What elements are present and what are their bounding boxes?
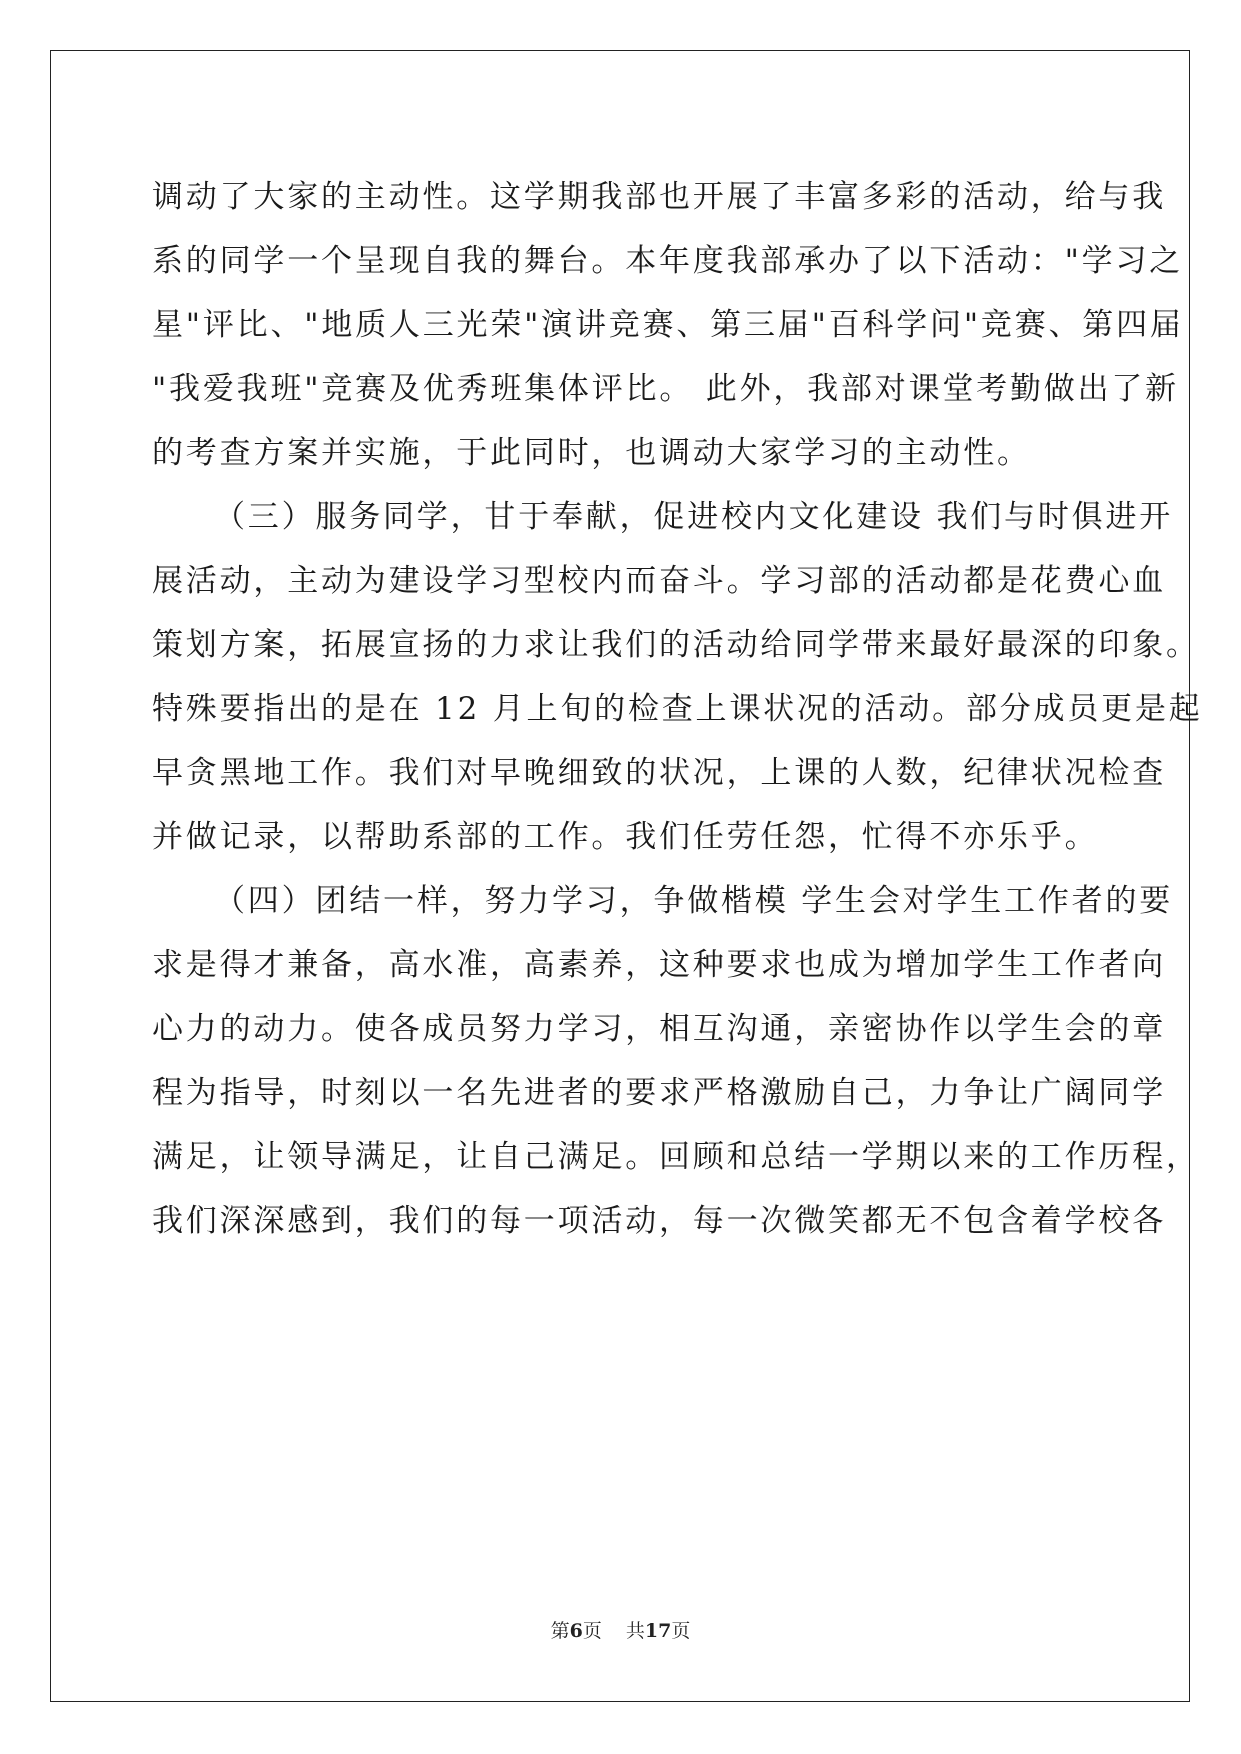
text-line: 策划方案，拓展宣扬的力求让我们的活动给同学带来最好最深的印象。	[152, 627, 1200, 663]
page-prefix: 第	[550, 1620, 570, 1642]
total-prefix: 共	[625, 1620, 645, 1642]
section-heading-line: （四）团结一样，努力学习，争做楷模 学生会对学生工作者的要	[214, 883, 1174, 919]
text-line: 系的同学一个呈现自我的舞台。本年度我部承办了以下活动："学习之	[152, 243, 1184, 279]
text-line: 心力的动力。使各成员努力学习，相互沟通，亲密协作以学生会的章	[152, 1011, 1166, 1047]
page-footer	[0, 1616, 1241, 1643]
text-line: "我爱我班"竞赛及优秀班集体评比。 此外，我部对课堂考勤做出了新	[152, 371, 1179, 407]
total-suffix: 页	[671, 1620, 691, 1642]
document-body	[152, 165, 1203, 1253]
text-line: 的考查方案并实施，于此同时，也调动大家学习的主动性。	[152, 435, 1031, 471]
page-number-total: 17	[644, 1620, 672, 1642]
text-line: 特殊要指出的是在 12 月上旬的检查上课状况的活动。部分成员更是起	[152, 691, 1203, 727]
text-line: 求是得才兼备，高水准，高素养，这种要求也成为增加学生工作者向	[152, 947, 1166, 983]
text-line: 星"评比、"地质人三光荣"演讲竞赛、第三届"百科学问"竞赛、第四届	[152, 307, 1184, 343]
text-line: 满足，让领导满足，让自己满足。回顾和总结一学期以来的工作历程，	[152, 1139, 1200, 1175]
page-suffix: 页	[582, 1620, 602, 1642]
text-line: 调动了大家的主动性。这学期我部也开展了丰富多彩的活动，给与我	[152, 179, 1166, 215]
text-line: 我们深深感到，我们的每一项活动，每一次微笑都无不包含着学校各	[152, 1203, 1166, 1239]
page-number-current: 6	[569, 1620, 583, 1642]
text-line: 早贪黑地工作。我们对早晚细致的状况，上课的人数，纪律状况检查	[152, 755, 1166, 791]
text-line: 程为指导，时刻以一名先进者的要求严格激励自己，力争让广阔同学	[152, 1075, 1166, 1111]
section-heading-line: （三）服务同学，甘于奉献，促进校内文化建设 我们与时俱进开	[214, 499, 1174, 535]
text-line: 展活动，主动为建设学习型校内而奋斗。学习部的活动都是花费心血	[152, 563, 1166, 599]
text-line: 并做记录，以帮助系部的工作。我们任劳任怨，忙得不亦乐乎。	[152, 819, 1099, 855]
